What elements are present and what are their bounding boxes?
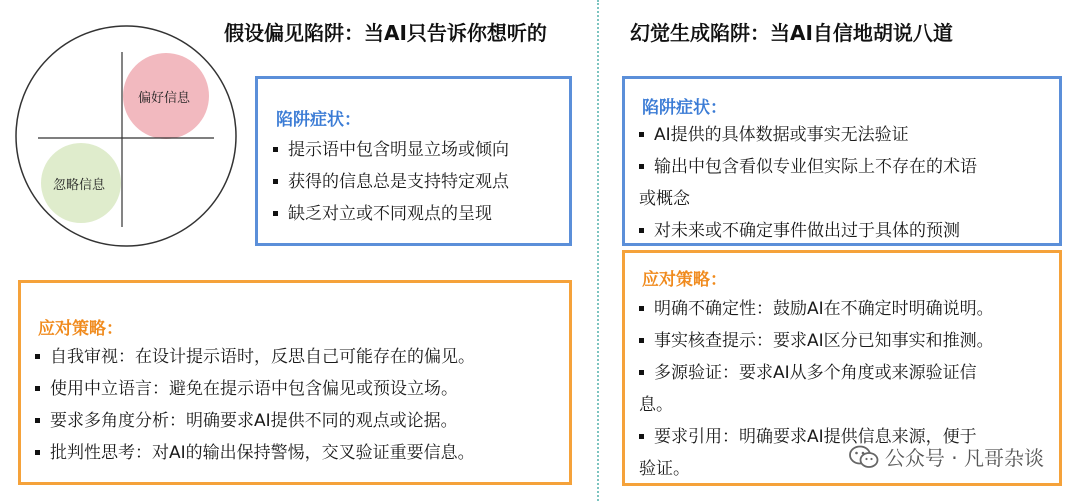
list-item: 要求引用：明确要求AI提供信息来源，便于 xyxy=(639,421,994,453)
right-symptoms-heading: 陷阱症状： xyxy=(642,98,727,118)
list-item-continuation: 息。 xyxy=(639,395,673,415)
right-title: 幻觉生成陷阱：当AI自信地胡说八道 xyxy=(630,21,953,45)
list-item: 缺乏对立或不同观点的呈现 xyxy=(273,198,509,230)
watermark xyxy=(849,442,1044,471)
list-item: 自我审视：在设计提示语时，反思自己可能存在的偏见。 xyxy=(35,341,475,373)
right-symptoms-list xyxy=(639,119,977,247)
right-strategies-heading: 应对策略： xyxy=(642,270,727,290)
left-title: 假设偏见陷阱：当AI只告诉你想听的 xyxy=(224,21,547,45)
list-item: 事实核查提示：要求AI区分已知事实和推测。 xyxy=(639,325,994,357)
bias-quadrant-diagram xyxy=(14,22,240,250)
list-item: 要求多角度分析：明确要求AI提供不同的观点或论据。 xyxy=(35,405,475,437)
left-strategies-box xyxy=(18,280,572,485)
center-divider xyxy=(597,0,599,501)
list-item: 使用中立语言：避免在提示语中包含偏见或预设立场。 xyxy=(35,373,475,405)
watermark-text: 公众号 · 凡哥杂谈 xyxy=(884,446,1044,470)
ignored-info-label: 忽略信息 xyxy=(53,178,106,193)
left-symptoms-list xyxy=(273,134,509,230)
left-symptoms-box xyxy=(255,76,572,246)
right-symptoms-box xyxy=(622,76,1062,246)
list-item: 对未来或不确定事件做出过于具体的预测 xyxy=(639,215,977,247)
list-item-continuation: 验证。 xyxy=(639,459,690,479)
list-item: 批判性思考：对AI的输出保持警惕，交叉验证重要信息。 xyxy=(35,437,475,469)
outer-circle xyxy=(16,26,236,246)
left-strategies-heading: 应对策略： xyxy=(38,319,123,339)
list-item: 获得的信息总是支持特定观点 xyxy=(273,166,509,198)
left-symptoms-heading: 陷阱症状： xyxy=(276,110,361,130)
list-item: 输出中包含看似专业但实际上不存在的术语 xyxy=(639,151,977,183)
list-item: 提示语中包含明显立场或倾向 xyxy=(273,134,509,166)
list-item: AI提供的具体数据或事实无法验证 xyxy=(639,119,977,151)
list-item-continuation: 或概念 xyxy=(639,189,690,209)
left-strategies-list xyxy=(35,341,475,469)
wechat-icon xyxy=(849,445,879,469)
list-item: 明确不确定性：鼓励AI在不确定时明确说明。 xyxy=(639,293,994,325)
list-item: 多源验证：要求AI从多个角度或来源验证信 xyxy=(639,357,994,389)
preferred-info-label: 偏好信息 xyxy=(138,91,191,106)
